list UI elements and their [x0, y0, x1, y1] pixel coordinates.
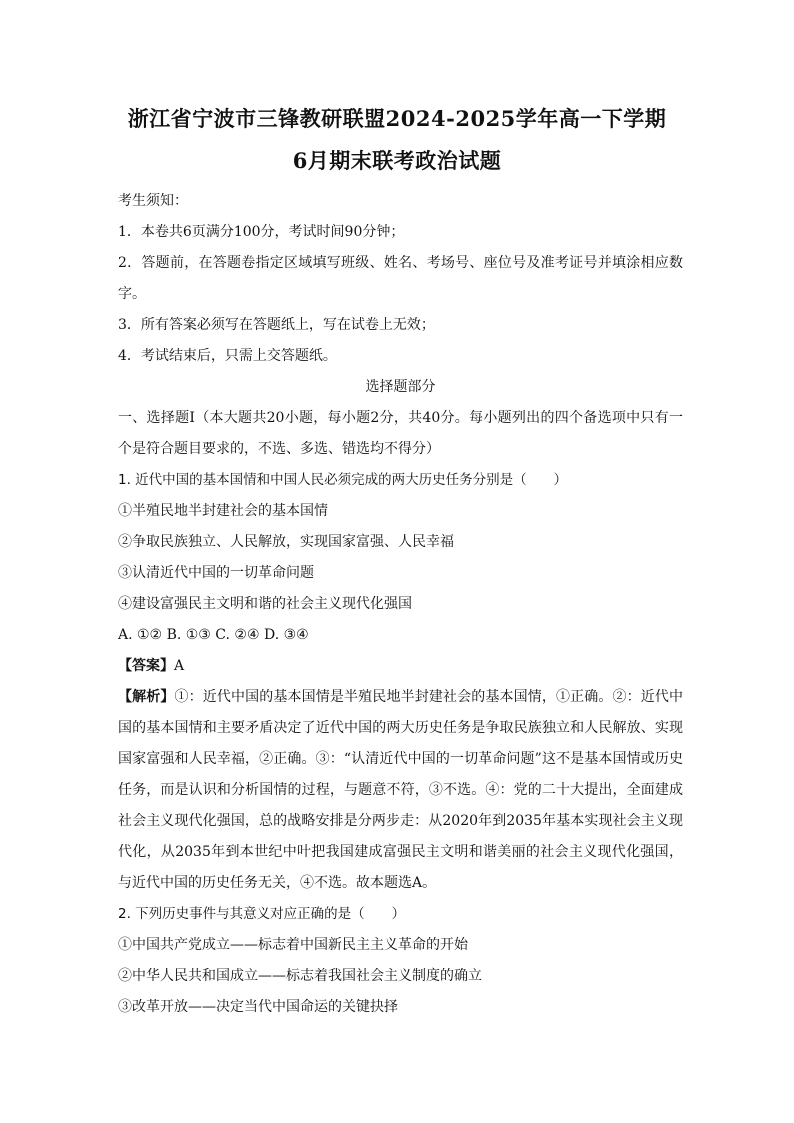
- question-2-item: ③改革开放——决定当代中国命运的关键抉择: [118, 999, 398, 1015]
- document-body: [118, 186, 683, 1023]
- question-1-options: A. ①② B. ①③ C. ②④ D. ③④: [118, 627, 309, 643]
- analysis-text: ①：近代中国的基本国情是半殖民地半封建社会的基本国情，①正确。②：近代中国的基本国情和主要矛盾决定了近代中国的两大历史任务是争取民族独立和人民解放、实现国家富强和人民幸福，②正确。③：“认清近代中国的一切革命问题”这不是基本国情或历史任务，而是认识和分析国情的过程，与题意不符，③不选。④：党的二十大提出，全面建成社会主义现代化强国，总的战略安排是分两步走：从2020年到2035年基本实现社会主义现代化，从2035年到本世纪中叶把我国建成富强民主文明和谐美丽的社会主义现代化强国，与近代中国的历史任务无关，④不选。故本题选A。: [118, 689, 684, 891]
- document-title-line-1: 浙江省宁波市三锋教研联盟2024-2025学年高一下学期: [127, 106, 667, 131]
- notice-item: 4．考试结束后，只需上交答题纸。: [118, 348, 337, 364]
- question-1-item: ①半殖民地半封建社会的基本国情: [118, 503, 328, 519]
- section-intro: 一、选择题Ⅰ（本大题共20小题，每小题2分，共40分。每小题列出的四个备选项中只有一个是符合题目要求的，不选、多选、错选均不得分）: [118, 410, 683, 457]
- notice-item: 3．所有答案必须写在答题纸上，写在试卷上无效；: [118, 317, 435, 333]
- notice-item: 2．答题前，在答题卷指定区域填写班级、姓名、考场号、座位号及准考证号并填涂相应数字。: [118, 255, 683, 302]
- question-2-item: ②中华人民共和国成立——标志着我国社会主义制度的确立: [118, 968, 482, 984]
- question-2-item: ①中国共产党成立——标志着中国新民主主义革命的开始: [118, 937, 468, 953]
- notice-heading: 考生须知：: [118, 193, 188, 209]
- question-2-stem: 2. 下列历史事件与其意义对应正确的是（ ）: [118, 906, 406, 922]
- question-1-answer: [118, 651, 683, 682]
- notice-item: 1．本卷共6页满分100分，考试时间90分钟；: [118, 224, 405, 240]
- answer-label: 【答案】: [118, 658, 174, 674]
- question-1-item: ②争取民族独立、人民解放，实现国家富强、人民幸福: [118, 534, 454, 550]
- analysis-label: 【解析】: [118, 689, 175, 705]
- question-1-stem: 1. 近代中国的基本国情和中国人民必须完成的两大历史任务分别是（ ）: [118, 472, 568, 488]
- document-title-line-2: 6月期末联考政治试题: [292, 148, 502, 173]
- section-label: 选择题部分: [365, 379, 436, 395]
- question-1-item: ③认清近代中国的一切革命问题: [118, 565, 314, 581]
- answer-value: A: [174, 658, 185, 674]
- question-1-item: ④建设富强民主文明和谐的社会主义现代化强国: [118, 596, 412, 612]
- question-1-analysis: [118, 682, 683, 899]
